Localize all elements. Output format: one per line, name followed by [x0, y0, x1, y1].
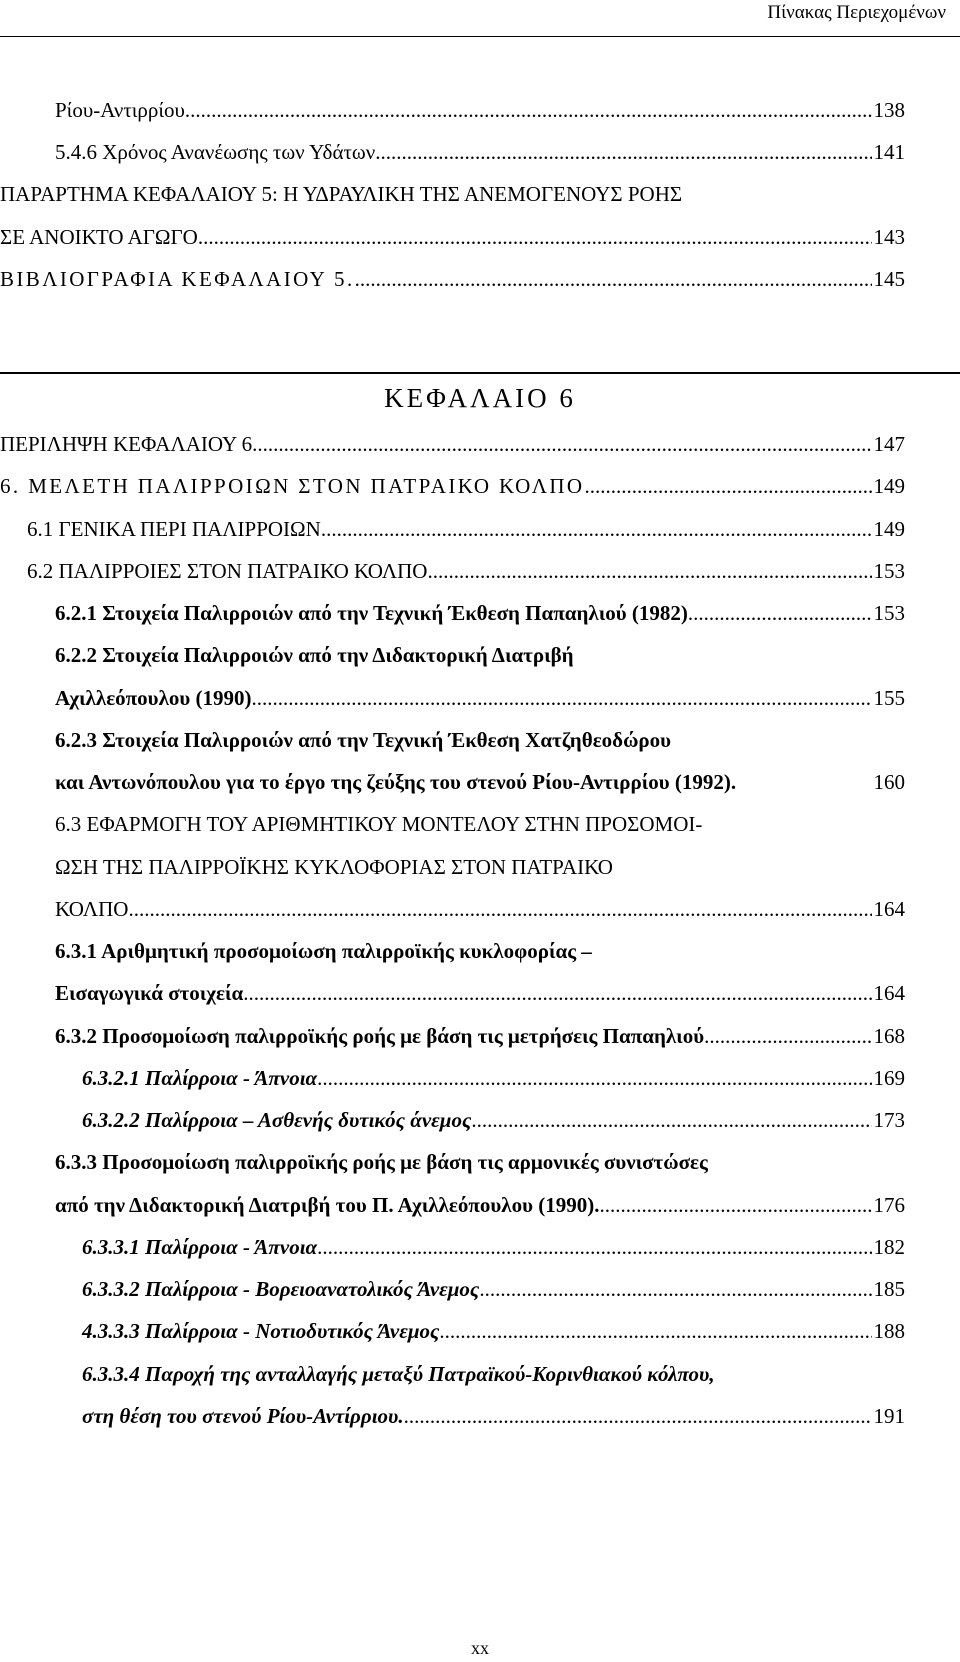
toc-entry-text: ΠΕΡΙΛΗΨΗ ΚΕΦΑΛΑΙΟΥ 6.: [0, 432, 258, 456]
leader-dots: [439, 1319, 871, 1344]
toc-entry[interactable]: [27, 517, 905, 549]
toc-entry[interactable]: [55, 897, 905, 929]
toc-entry[interactable]: [82, 1362, 905, 1394]
leader-dots: [599, 1193, 871, 1218]
toc-entry-page: 149: [873, 474, 905, 498]
toc-entry-page: 164: [873, 897, 905, 921]
toc-entry[interactable]: [55, 770, 905, 802]
toc-entry[interactable]: [0, 432, 905, 464]
leader-dots: [704, 1024, 871, 1049]
leader-dots: [355, 267, 872, 292]
toc-entry-text: 6.1 ΓΕΝΙΚΑ ΠΕΡΙ ΠΑΛΙΡΡΟΙΩΝ: [27, 517, 321, 541]
leader-dots: [375, 140, 871, 165]
toc-entry-text: 6.3.2.2 Παλίρροια – Ασθενής δυτικός άνεμος: [82, 1108, 472, 1132]
toc-entry-text: Αχιλλεόπουλου (1990): [55, 686, 252, 710]
toc-entry[interactable]: [82, 1066, 905, 1098]
toc-entry[interactable]: [55, 1150, 905, 1182]
toc-entry-text: 5.4.6 Χρόνος Ανανέωσης των Υδάτων: [55, 140, 376, 164]
toc-entry[interactable]: [55, 812, 905, 844]
leader-dots: [471, 1108, 871, 1133]
toc-entry-page: 185: [873, 1277, 905, 1301]
toc-entry-text: 6.3.3.2 Παλίρροια - Βορειοανατολικός Άνεμος: [82, 1277, 480, 1301]
toc-entry-text: 6.2 ΠΑΛΙΡΡΟΙΕΣ ΣΤΟΝ ΠΑΤΡΑΙΚΟ ΚΟΛΠΟ: [27, 559, 428, 583]
toc-entry-text: 6.3.1 Αριθμητική προσομοίωση παλιρροϊκής κυκλοφορίας –: [55, 939, 592, 963]
toc-entry[interactable]: [0, 474, 905, 506]
toc-entry[interactable]: [0, 225, 905, 257]
leader-dots: [257, 432, 871, 457]
toc-entry-text: ΣΕ ΑΝΟΙΚΤΟ ΑΓΩΓΟ: [0, 225, 198, 249]
toc-entry-text: ΠΑΡΑΡΤΗΜΑ ΚΕΦΑΛΑΙΟΥ 5: Η ΥΔΡΑΥΛΙΚΗ ΤΗΣ ΑΝΕΜΟΓΕΝΟΥΣ ΡΟΗΣ: [0, 182, 683, 206]
toc-entry-page: 147: [873, 432, 905, 456]
toc-entry[interactable]: [55, 643, 905, 675]
toc-entry-page: 191: [873, 1404, 905, 1428]
header-rule: [0, 36, 960, 37]
toc-entry[interactable]: [55, 1193, 905, 1225]
toc-entry-page: 176: [873, 1193, 905, 1217]
toc-entry-text: και Αντωνόπουλου για το έργο της ζεύξης του στενού Ρίου-Αντιρρίου (1992).: [55, 770, 737, 794]
toc-entry[interactable]: [82, 1319, 905, 1351]
page-number: xx: [471, 1638, 489, 1658]
chapter-heading: ΚΕΦΑΛΑΙΟ 6: [384, 383, 576, 413]
toc-entry-page: 169: [873, 1066, 905, 1090]
toc-entry-text: Ρίου-Αντιρρίου.: [55, 98, 191, 122]
toc-entry-page: 155: [873, 686, 905, 710]
toc-entry-text: ΚΟΛΠΟ: [55, 897, 129, 921]
toc-entry-page: 145: [873, 267, 905, 291]
toc-entry-text: 6.2.2 Στοιχεία Παλιρροιών από την Διδακτορική Διατριβή: [55, 643, 574, 667]
leader-dots: [427, 559, 871, 584]
toc-entry[interactable]: [0, 182, 905, 214]
toc-entry[interactable]: [55, 1024, 905, 1056]
toc-entry-text: 6.2.1 Στοιχεία Παλιρροιών από την Τεχνική Έκθεση Παπαηλιού (1982): [55, 601, 688, 625]
toc-entry-text: 6.3.2.1 Παλίρροια - Άπνοια: [82, 1066, 318, 1090]
leader-dots: [190, 98, 871, 123]
leader-dots: [317, 1235, 871, 1260]
toc-entry-text: 6. ΜΕΛΕΤΗ ΠΑΛΙΡΡΟΙΩΝ ΣΤΟΝ ΠΑΤΡΑΙΚΟ ΚΟΛΠΟ: [0, 474, 585, 498]
toc-entry-text: από την Διδακτορική Διατριβή του Π. Αχιλλεόπουλου (1990).: [55, 1193, 600, 1217]
toc-entry[interactable]: [82, 1235, 905, 1267]
toc-entry-text: 6.3 ΕΦΑΡΜΟΓΗ ΤΟΥ ΑΡΙΘΜΗΤΙΚΟΥ ΜΟΝΤΕΛΟΥ ΣΤΗΝ ΠΡΟΣΟΜΟΙ-: [55, 812, 703, 836]
toc-entry-page: 168: [873, 1024, 905, 1048]
chapter-rule: [0, 372, 960, 374]
toc-entry-page: 153: [873, 559, 905, 583]
toc-entry[interactable]: [55, 601, 905, 633]
toc-entry-page: 164: [873, 981, 905, 1005]
toc-entry[interactable]: [0, 267, 905, 299]
toc-entry-page: 188: [873, 1319, 905, 1343]
toc-entry[interactable]: [55, 728, 905, 760]
toc-entry[interactable]: [82, 1108, 905, 1140]
toc-entry[interactable]: [27, 559, 905, 591]
toc-entry-text: ΒΙΒΛΙΟΓΡΑΦΙΑ ΚΕΦΑΛΑΙΟΥ 5.: [0, 267, 355, 291]
toc-entry-page: 173: [873, 1108, 905, 1132]
toc-entry-text: ΩΣΗ ΤΗΣ ΠΑΛΙΡΡΟΪΚΗΣ ΚΥΚΛΟΦΟΡΙΑΣ ΣΤΟΝ ΠΑΤΡΑΙΚΟ: [55, 855, 613, 879]
toc-entry[interactable]: [55, 140, 905, 172]
toc-entry-page: 138: [873, 98, 905, 122]
toc-entry[interactable]: [55, 686, 905, 718]
leader-dots: [479, 1277, 871, 1302]
toc-entry[interactable]: [82, 1277, 905, 1309]
leader-dots: [252, 686, 872, 711]
leader-dots: [317, 1066, 871, 1091]
toc-entry-text: στη θέση του στενού Ρίου-Αντίρριου.: [82, 1404, 404, 1428]
running-header: Πίνακας Περιεχομένων: [767, 2, 946, 23]
toc-entry-page: 160: [873, 770, 905, 794]
toc-entry[interactable]: [55, 939, 905, 971]
toc-entry-text: 6.3.3.1 Παλίρροια - Άπνοια: [82, 1235, 318, 1259]
toc-entry-page: 182: [873, 1235, 905, 1259]
toc-entry-text: 4.3.3.3 Παλίρροια - Νοτιοδυτικός Άνεμος: [82, 1319, 440, 1343]
toc-entry-text: 6.3.3 Προσομοίωση παλιρροϊκής ροής με βάση τις αρμονικές συνιστώσες: [55, 1150, 708, 1174]
toc-entry-page: 143: [873, 225, 905, 249]
leader-dots: [243, 981, 871, 1006]
toc-entry-page: 153: [873, 601, 905, 625]
leader-dots: [128, 897, 871, 922]
toc-entry[interactable]: [55, 98, 905, 130]
toc-entry-page: 141: [873, 140, 905, 164]
toc-entry-text: 6.3.2 Προσομοίωση παλιρροϊκής ροής με βάση τις μετρήσεις Παπαηλιού: [55, 1024, 705, 1048]
toc-entry[interactable]: [82, 1404, 905, 1436]
toc-entry[interactable]: [55, 981, 905, 1013]
leader-dots: [585, 474, 872, 499]
leader-dots: [688, 601, 872, 626]
leader-dots: [198, 225, 872, 250]
leader-dots: [321, 517, 872, 542]
toc-entry-text: 6.2.3 Στοιχεία Παλιρροιών από την Τεχνική Έκθεση Χατζηθεοδώρου: [55, 728, 672, 752]
leader-dots: [404, 1404, 872, 1429]
toc-entry-page: 149: [873, 517, 905, 541]
toc-entry-text: 6.3.3.4 Παροχή της ανταλλαγής μεταξύ Πατραϊκού-Κορινθιακού κόλπου,: [82, 1362, 715, 1386]
toc-entry[interactable]: [55, 855, 905, 887]
toc-entry-text: Εισαγωγικά στοιχεία: [55, 981, 244, 1005]
